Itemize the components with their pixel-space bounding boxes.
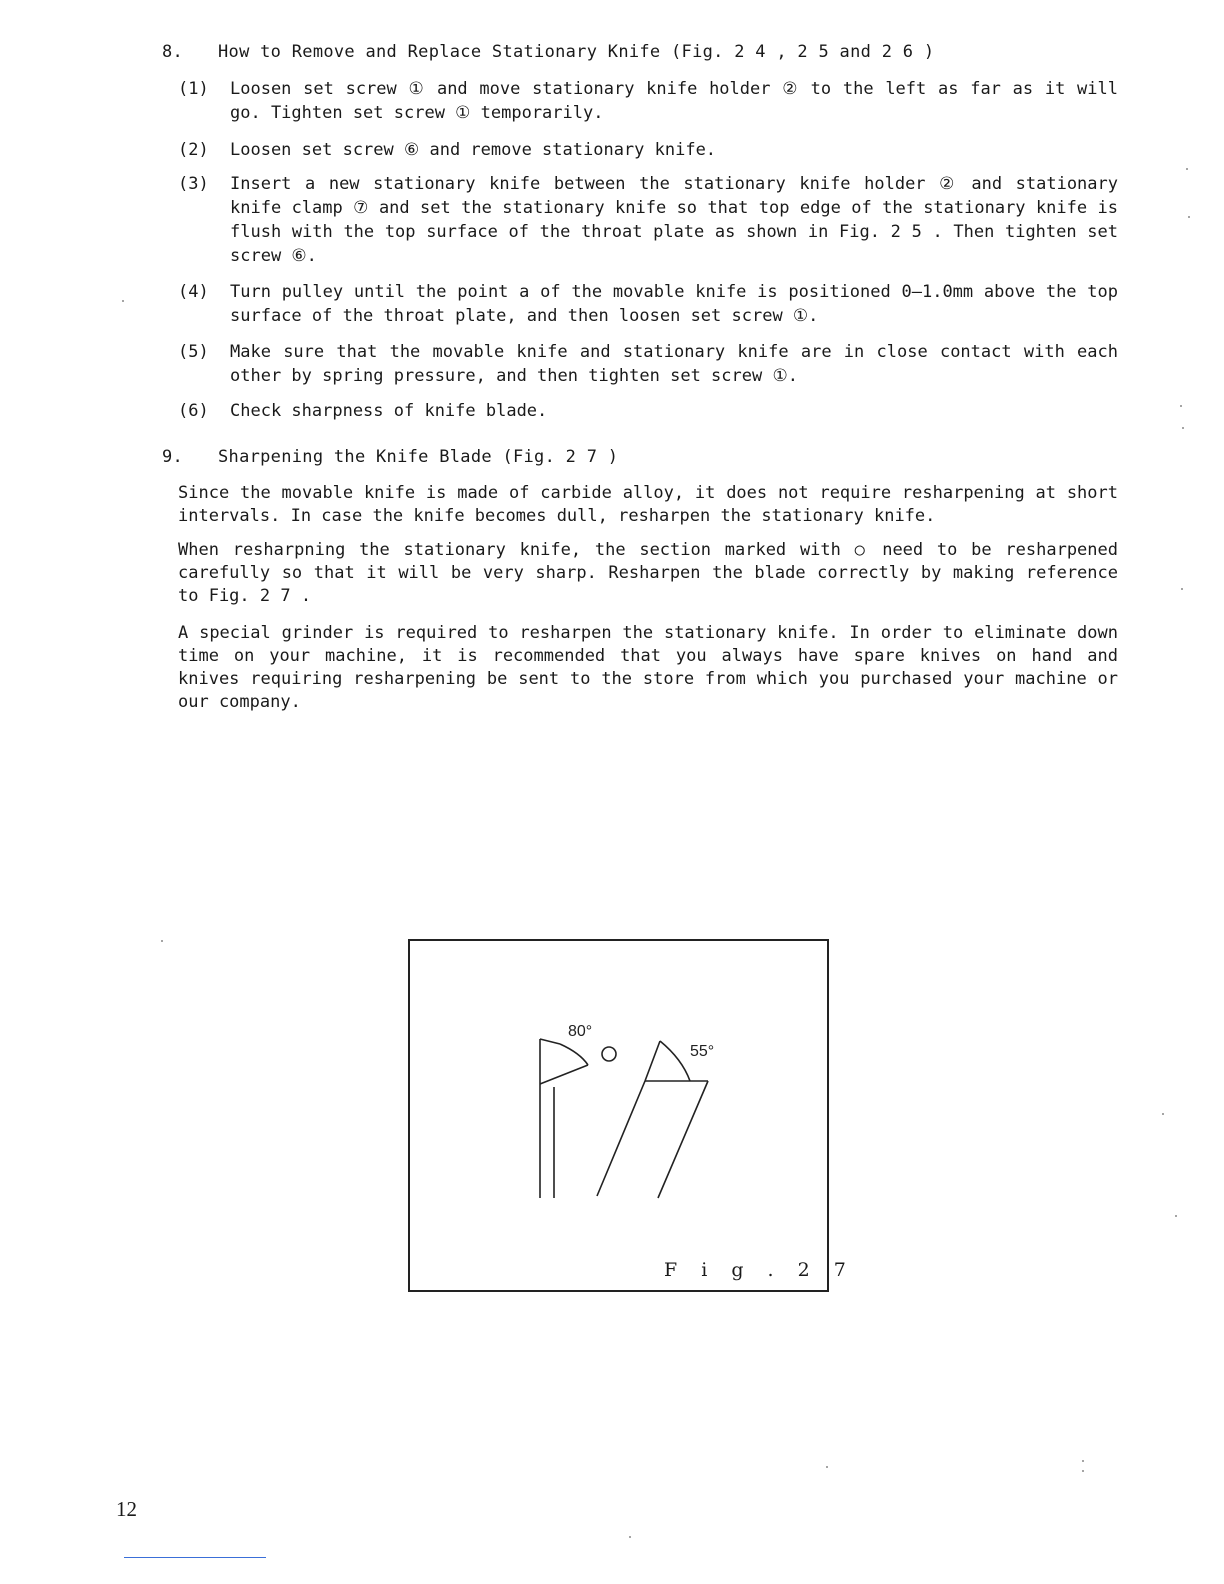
section-8-heading — [162, 42, 934, 62]
step-number: (3) — [178, 174, 209, 194]
step-text: Turn pulley until the point a of the movable knife is positioned 0—1.0mm above the top surface of the throat plate, and then loosen set screw ①. — [230, 282, 1118, 326]
step-8-1 — [178, 77, 1118, 125]
footer-rule — [124, 1557, 266, 1558]
left-blade-angle-arc — [560, 1044, 588, 1065]
scan-speck — [1186, 168, 1188, 170]
right-blade-right-edge — [658, 1081, 708, 1198]
step-8-2 — [178, 138, 1118, 162]
scan-speck — [629, 1536, 631, 1538]
step-8-4 — [178, 280, 1118, 328]
sharpen-mark-circle — [602, 1047, 616, 1061]
scan-speck — [1181, 588, 1183, 590]
section-9-paragraph-3: A special grinder is required to resharpen the stationary knife. In order to eliminate down time on your machine, it is recommended that you always have spare knives on hand and knives requiring resharpening be sent to the store from which you purchased your machine or our company. — [178, 623, 1118, 712]
right-blade-left-edge — [597, 1081, 645, 1196]
scan-speck — [826, 1466, 828, 1468]
scan-speck — [1175, 1215, 1177, 1217]
step-number: (1) — [178, 79, 209, 99]
scan-speck — [122, 300, 124, 302]
step-text: Loosen set screw ① and move stationary knife holder ② to the left as far as it will go. Tighten set screw ① temporarily. — [230, 79, 1118, 123]
step-number: (2) — [178, 140, 209, 160]
knife-blade-diagram — [410, 941, 831, 1294]
section-9-paragraph-2: When resharpning the stationary knife, the section marked with ○ need to be resharpened carefully so that it will be very sharp. Resharpen the blade correctly by making reference to Fig. 2 7 . — [178, 540, 1118, 606]
section-8-number: 8. — [162, 42, 184, 62]
section-9-number: 9. — [162, 447, 184, 467]
figure-caption: F i g . 2 7 — [664, 1259, 855, 1281]
scan-speck — [1180, 405, 1182, 407]
step-text: Make sure that the movable knife and stationary knife are in close contact with each other by spring pressure, and then tighten set screw ①. — [230, 342, 1118, 386]
left-blade-angle-ref — [540, 1039, 560, 1044]
step-text: Loosen set screw ⑥ and remove stationary knife. — [230, 140, 717, 160]
angle-55-label: 55° — [690, 1043, 715, 1060]
scan-speck — [1162, 1113, 1164, 1115]
step-8-3 — [178, 172, 1118, 268]
step-number: (4) — [178, 282, 209, 302]
scan-speck — [1082, 1460, 1084, 1462]
scan-speck — [161, 940, 163, 942]
section-8-title: How to Remove and Replace Stationary Knife (Fig. 2 4 , 2 5 and 2 6 ) — [218, 42, 935, 62]
right-blade-angle-arc — [660, 1041, 690, 1081]
right-blade-left-bevel — [645, 1041, 660, 1081]
step-number: (5) — [178, 342, 209, 362]
step-8-5 — [178, 340, 1118, 388]
scan-speck — [1182, 427, 1184, 429]
page-number: 12 — [116, 1497, 137, 1521]
angle-80-label: 80° — [568, 1023, 593, 1040]
left-blade-bevel — [540, 1065, 588, 1084]
scan-speck — [1188, 216, 1190, 218]
scan-speck — [1082, 1470, 1084, 1472]
section-9-title: Sharpening the Knife Blade (Fig. 2 7 ) — [218, 447, 619, 467]
step-text: Check sharpness of knife blade. — [230, 401, 548, 421]
step-text: Insert a new stationary knife between the stationary knife holder ② and stationary knife clamp ⑦ and set the stationary knife so that top edge of the stationary knife is flush with the top surface of the throat plate as shown in Fig. 2 5 . Then tighten set screw ⑥. — [230, 174, 1118, 266]
figure-27 — [408, 939, 855, 1292]
section-9-paragraph-1: Since the movable knife is made of carbide alloy, it does not require resharpening at short intervals. In case the knife becomes dull, resharpen the stationary knife. — [178, 483, 1118, 526]
section-9-heading — [162, 447, 618, 467]
step-8-6 — [178, 399, 1118, 423]
step-number: (6) — [178, 401, 209, 421]
